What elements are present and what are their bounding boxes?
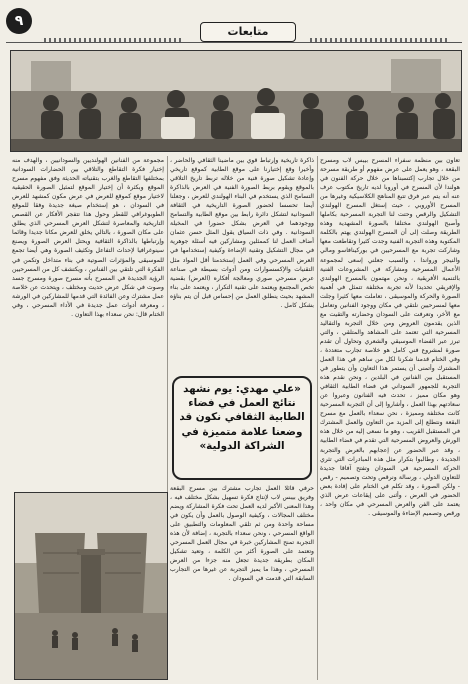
article-column-left-top: مجموعة من الفنانين الهولنديين والسودانيين ، والهدف منه إختيار فكرة التقاطع والتلاقي بين الحضارات السودانية بمختلفها التقاطع والغرب بتقنياته الحديثة وفق مفهوم مسرح الموقع وبكثرة أن إختيار الموقع لتمثيل الصورة الحقيقية لاختيار موقع كموقع للعرض في عرض مكون كمشهد للعرض في السودان ، هو إستخدام صيغة جديدة وفقا للموقع الطوبوغرافي للقطر وحول هذا تتفجر الأفكار عن القصص التاريخية والمعاصرة لتشكل العرض المسرحي الذي يطلق على مكان الصورة ، بالتالي يخلق للعرض مكانا جديدا وقائما وإرتباطها بالذاكرة الثقافية ويحتل العرض الصورة ويصنع سينوغرافيا لإحداث التفاعل وتكثيف الصورة وهي أيضا تجمع للموسيقى والمؤثرات الصوتية في بناء متداخل وتكمن في الفكرة التي تلتقي بين الفنانين ، ويكتشف كل من المسرحيين الرؤية الجديدة في المسرح بأنه مسرح صورة ومسرح جسد وصوت في شكل عرض حديث ومختلف ، ويتحدث عن خلاصة عمل مشترك وعن الفائدة التي قدمها للمشاركين في الورشة ، ومعرفة أدوات عمل جديدة في الأداء المسرحي ، وفي الختام قال: نحن سعداء بهذا التعاون .	[12, 157, 164, 318]
article-column-right: تعاون بين منظمة سفراء المسرح بيبس لاب ومسرح البقعة ، وهو يعمل على عرض مفهوم أو طريقة مسرحة من خلال تجارب إكتسبناها من خلال حركة الفنون في هولندا لأن المسرح في أوروبا لديه تاريخ مكتوب عرف عنه أنه يتم عبر فرق تتبع المناهج الكلاسيكية وغيرها من المسرح الأوروبي ، حيث إستغل المسرح الهولندي التشكيل والرقص وحتت لنا التجربة المسرحية بكاملها وأصبح الهولندي مختلفا بالصورة المشهدية وهذه الطريقة وصلت إلى أن المسرح الهولندي يهتم بالكلمة المكتوبة وهذه التجربة الفنية وجدت كثيرا وتقاطعت معها وشاركت تجربة مع المسرحيين في بوركينافاسو ومالي والنيجر ورواندا ، والسبب جعلني إسعى لمجموعة الأعمال المسرحية ومشاركة في المشروعات الفنية بالتنمية الأفريقية ، ونحن مهتمون بالمسرح الهولندي والإفريقي تحديدا لأنه تجربة مختلفة تتمثل في أهمية الصورة والحركة والموسيقى ، تعاملت معها كثيرا وجلت معها لمسرحيين نلتقي في مكان ووجود الفنانين وتعامل مع الأخر، وتعرفت على السودان وحضارته والتقيت مع الذين يقدمون العروض ومن خلال التجربة والتقاليد المسرحية التي تعتمد على المشاهد والمتلقي ، والتي تبرز عبر الفضاء الموسيقي والشعري وتحاول أن تقدم صورة لمشروع فني كامل هو خلاصة تجارب متعددة ، وفي الختام قدمنا شكرنا لكل من ساهم في هذا العمل المشترك وأتمنى أن يستمر هذا التعاون وأن يتطور في المستقبل بين الفنانين في البلدين ، ونحن نقدم هذه التجربة للجمهور السوداني في فضاء الطابية الثقافي وهو مكان مميز ، تحدث فيه الفنانون وعبروا عن سعادتهم بهذا العمل ، وأشاروا إلى أن التجربة المسرحية كانت مختلفة ومميزة ، نحن سعداء بالعمل مع مسرح البقعة ونتطلع إلى المزيد من التعاون والعمل المشترك في المستقبل القريب ، وهو ما نسعى إليه من خلال هذه الورش والعروض المسرحية التي تقدم في فضاء الطابية ، وقد عبر الحضور عن إعجابهم بالعرض والتجربة الجديدة ، وطالبوا بتكرار مثل هذه المبادرات التي تثري الحركة المسرحية في السودان وتفتح آفاقا جديدة للتعاون الدولي ، ورسالة ونرقص وتحت وتصميم - رقص - ولكن الصورة ، وقد تكلم في الختام على إفادة بعض الحضور في العرض ، وأثنى على إيقاعات عرض الذي يعتمد على الفن والعرض المسرحي في مكان واحد ، ورقص وتصميم الإضاءة والموسيقى .	[320, 157, 460, 517]
page-number: ٩	[6, 8, 32, 34]
header-rule	[6, 42, 462, 43]
article-column-middle-top: ذاكرة تاريخية وإرتباط قوي بين ماضينا الثقافي والحاضر ، وأخيرا وقع إختيارنا على موقع الطابية كموقع تاريخي وإعادة تشكيل صورة فنية من خلاله تربط تاريخ التلاقي بالموقع ويقوم بربط الصورة الفنية في العرض بالذاكرة التسامح الذي يستخدم في البناء الهولندي للعرض ، وجعلنا أيضا تحسسا لحضور الصورة التاريخية في الثقافة السودانية لتشكل دائرة رابط بين موقع الطابية والتسامح ووجودهما في العرض بشكل حضورا في المخيلة السودانية . وفي ذات السياق يقول المثل حسن عثمان أضاف العمل لنا كممثلين ومشاركين فيه أسئلة جوهرية في مجال التشكيل وتقنية الإضاءة وكيفية إستخدامها في العرض المسرحي وفي العمل إستخدمنا أقل المواد مثل التقنيات والإكسسوارات ومن أدوات بسيطة في صناعة عرض مسرحي صوري ومعالجة أفكاره (العرض) بقضية تخص المجتمع ويعتمد على تقنية التكرار ، ويعتمد على بناء المشهد بحيث ينطلق العمل من إحساس قبل أن يتم بناؤه بشكل كامل .	[170, 157, 314, 309]
article-column-middle-bottom: حرفي قائلا العمل تجارب مشترك بين مسرح البقعة وفريق بيبس لاب لإنتاج فكرة تسهيل بشكل مختلف فيه ، وهذا المعنى الأكبر لديه العمل تحت فكرة المشاركة ويضم مختلف المجالات ، وكيفية الوصول بالعمل وأن يكون في مساحة واحدة ومن ثم تلقي المعلومات والتطبيق على الواقع المسرحي ، ونحن سعداء بالتجربة ، إضافة لأن هذه التجربة تمنح المشاركين خبرة في مجال العمل المسرحي وتعتمد على الصورة أكثر من الكلمة ، وتعيد تشكيل المكان بطريقة جديدة تجعل منه جزءا من العرض المسرحي ، وهذا ما يميز التجربة عن غيرها من التجارب السابقة التي قدمت في السودان .	[170, 485, 314, 583]
pull-quote: «علي مهدي: يوم نشهد نتائج العمل في فضاء الطابية الثقافي نكون قد وضعنا علامة متميزة في الشراكة الدولية»	[172, 376, 312, 480]
page-header	[0, 0, 468, 44]
bottom-photo-illustration	[15, 493, 167, 679]
top-photo	[10, 50, 462, 152]
column-divider	[317, 156, 318, 680]
section-title: متابعات	[200, 22, 296, 42]
bottom-photo	[14, 492, 168, 680]
top-photo-illustration	[11, 51, 461, 151]
